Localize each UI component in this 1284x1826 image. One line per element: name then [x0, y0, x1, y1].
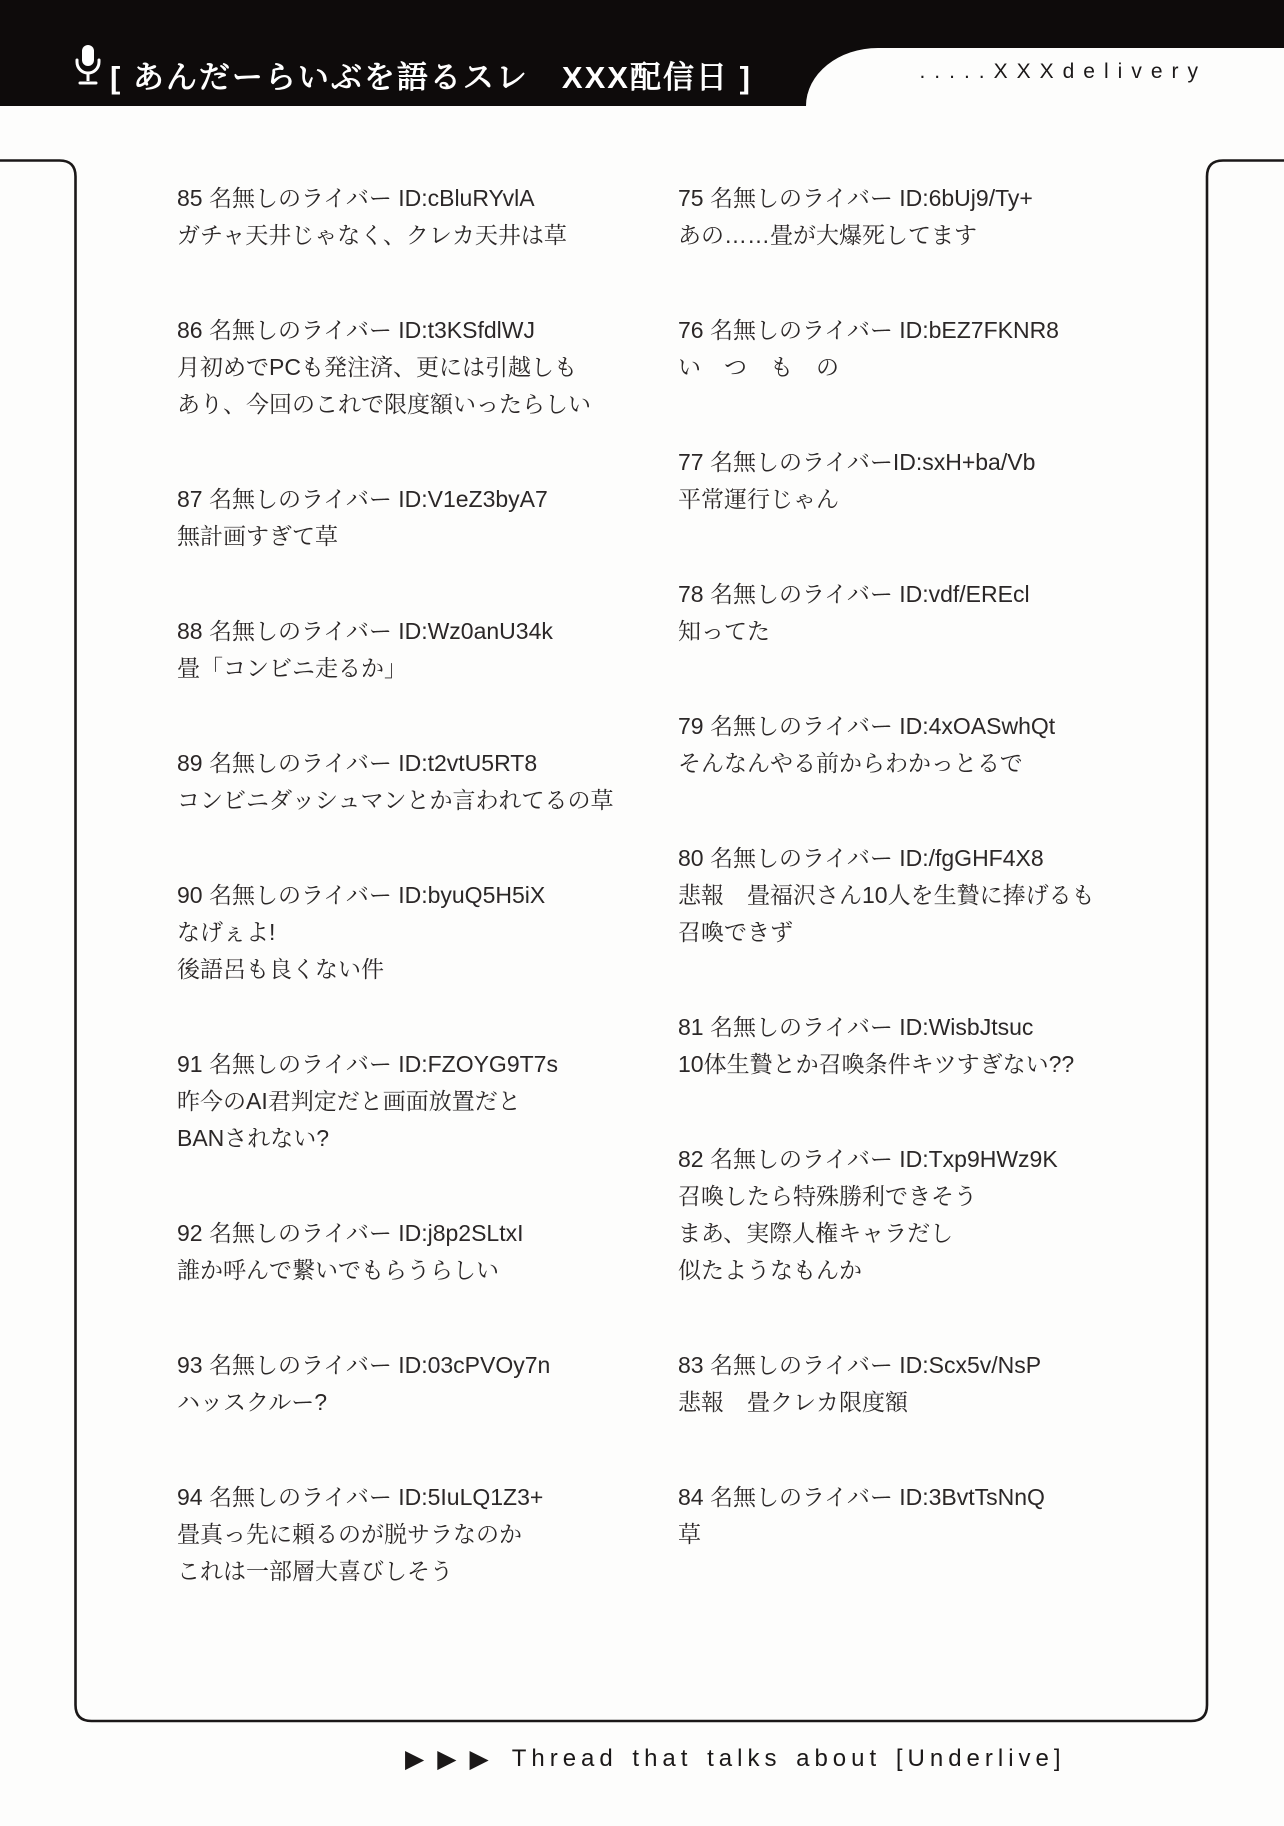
post-header: 81 名無しのライバー ID:WisbJtsuc [678, 1014, 1034, 1040]
thread-title: [ あんだーらいぶを語るスレ XXX配信日 ] [110, 60, 752, 95]
post-header: 86 名無しのライバー ID:t3KSfdlWJ [177, 317, 535, 343]
post-line: 草 [678, 1521, 701, 1547]
post-line: 畳真っ先に頼るのが脱サラなのか [177, 1521, 522, 1547]
post-header: 80 名無しのライバー ID:/fgGHF4X8 [678, 845, 1044, 871]
post-header: 94 名無しのライバー ID:5IuLQ1Z3+ [177, 1484, 544, 1510]
post [177, 1347, 647, 1421]
delivery-label: .....XXXdelivery [919, 60, 1207, 83]
post-line: 無計画すぎて草 [177, 523, 338, 549]
post-header: 84 名無しのライバー ID:3BvtTsNnQ [678, 1484, 1045, 1510]
post-header: 77 名無しのライバーID:sxH+ba/Vb [678, 449, 1036, 475]
post-header: 88 名無しのライバー ID:Wz0anU34k [177, 618, 553, 644]
post-header: 91 名無しのライバー ID:FZOYG9T7s [177, 1051, 558, 1077]
post-line: い つ も の [678, 354, 839, 380]
post-line: そんなんやる前からわかっとるで [678, 750, 1023, 776]
post-line: 悲報 畳福沢さん10人を生贄に捧げるも [678, 882, 1095, 908]
post [678, 1347, 1148, 1421]
post-line: BANされない? [177, 1125, 330, 1151]
post-line: これは一部層大喜びしそう [177, 1558, 453, 1584]
post-line: 召喚できず [678, 919, 793, 945]
post [177, 312, 647, 423]
post [678, 444, 1148, 518]
post-line: 誰か呼んで繋いでもらうらしい [177, 1257, 499, 1283]
post-line: 畳「コンビニ走るか」 [177, 655, 407, 681]
post-line: コンビニダッシュマンとか言われてるの草 [177, 787, 614, 813]
post [177, 1215, 647, 1289]
footer-label: Thread that talks about [Underlive] [511, 1745, 1066, 1772]
triple-arrow-icon: ▶▶▶ [405, 1745, 502, 1773]
post [177, 180, 647, 254]
post [177, 1479, 647, 1590]
post-line: 後語呂も良くない件 [177, 956, 384, 982]
post [678, 840, 1148, 951]
post [177, 745, 647, 819]
post-line: あの……畳が大爆死してます [678, 222, 977, 248]
post-line: 似たようなもんか [678, 1257, 862, 1283]
post-header: 87 名無しのライバー ID:V1eZ3byA7 [177, 486, 548, 512]
post-line: 平常運行じゃん [678, 486, 839, 512]
post [678, 708, 1148, 782]
post-header: 79 名無しのライバー ID:4xOASwhQt [678, 713, 1056, 739]
post [678, 1009, 1148, 1083]
post-line: ハッスクルー? [177, 1389, 328, 1415]
post-header: 83 名無しのライバー ID:Scx5v/NsP [678, 1352, 1042, 1378]
post-header: 76 名無しのライバー ID:bEZ7FKNR8 [678, 317, 1059, 343]
post [678, 312, 1148, 386]
post-header: 93 名無しのライバー ID:03cPVOy7n [177, 1352, 551, 1378]
post-header: 82 名無しのライバー ID:Txp9HWz9K [678, 1146, 1058, 1172]
post [678, 576, 1148, 650]
post-header: 75 名無しのライバー ID:6bUj9/Ty+ [678, 185, 1033, 211]
post-line: 月初めでPCも発注済、更には引越しも [177, 354, 577, 380]
post-header: 89 名無しのライバー ID:t2vtU5RT8 [177, 750, 538, 776]
page-footer [405, 1744, 1066, 1774]
post-line: まあ、実際人権キャラだし [678, 1220, 954, 1246]
post-line: 召喚したら特殊勝利できそう [678, 1183, 977, 1209]
post-line: 昨今のAI君判定だと画面放置だと [177, 1088, 521, 1114]
delivery-swoosh [806, 48, 1284, 106]
post-line: なげぇよ! [177, 919, 276, 945]
post [678, 180, 1148, 254]
post [177, 481, 647, 555]
post-line: 悲報 畳クレカ限度額 [678, 1389, 908, 1415]
post-line: 知ってた [678, 618, 770, 644]
post-header: 85 名無しのライバー ID:cBluRYvlA [177, 185, 535, 211]
post-line: あり、今回のこれで限度額いったらしい [177, 391, 591, 417]
post [678, 1479, 1148, 1553]
post [177, 613, 647, 687]
post-line: 10体生贄とか召喚条件キツすぎない?? [678, 1051, 1075, 1077]
post-header: 90 名無しのライバー ID:byuQ5H5iX [177, 882, 546, 908]
post [177, 1046, 647, 1157]
post [678, 1141, 1148, 1289]
microphone-icon [74, 44, 102, 88]
post-line: ガチャ天井じゃなく、クレカ天井は草 [177, 222, 567, 248]
post-header: 78 名無しのライバー ID:vdf/EREcl [678, 581, 1030, 607]
thread-title-banner [0, 0, 1284, 106]
post-header: 92 名無しのライバー ID:j8p2SLtxI [177, 1220, 524, 1246]
post [177, 877, 647, 988]
thread-column-left [177, 180, 647, 1648]
thread-column-right [678, 180, 1148, 1611]
